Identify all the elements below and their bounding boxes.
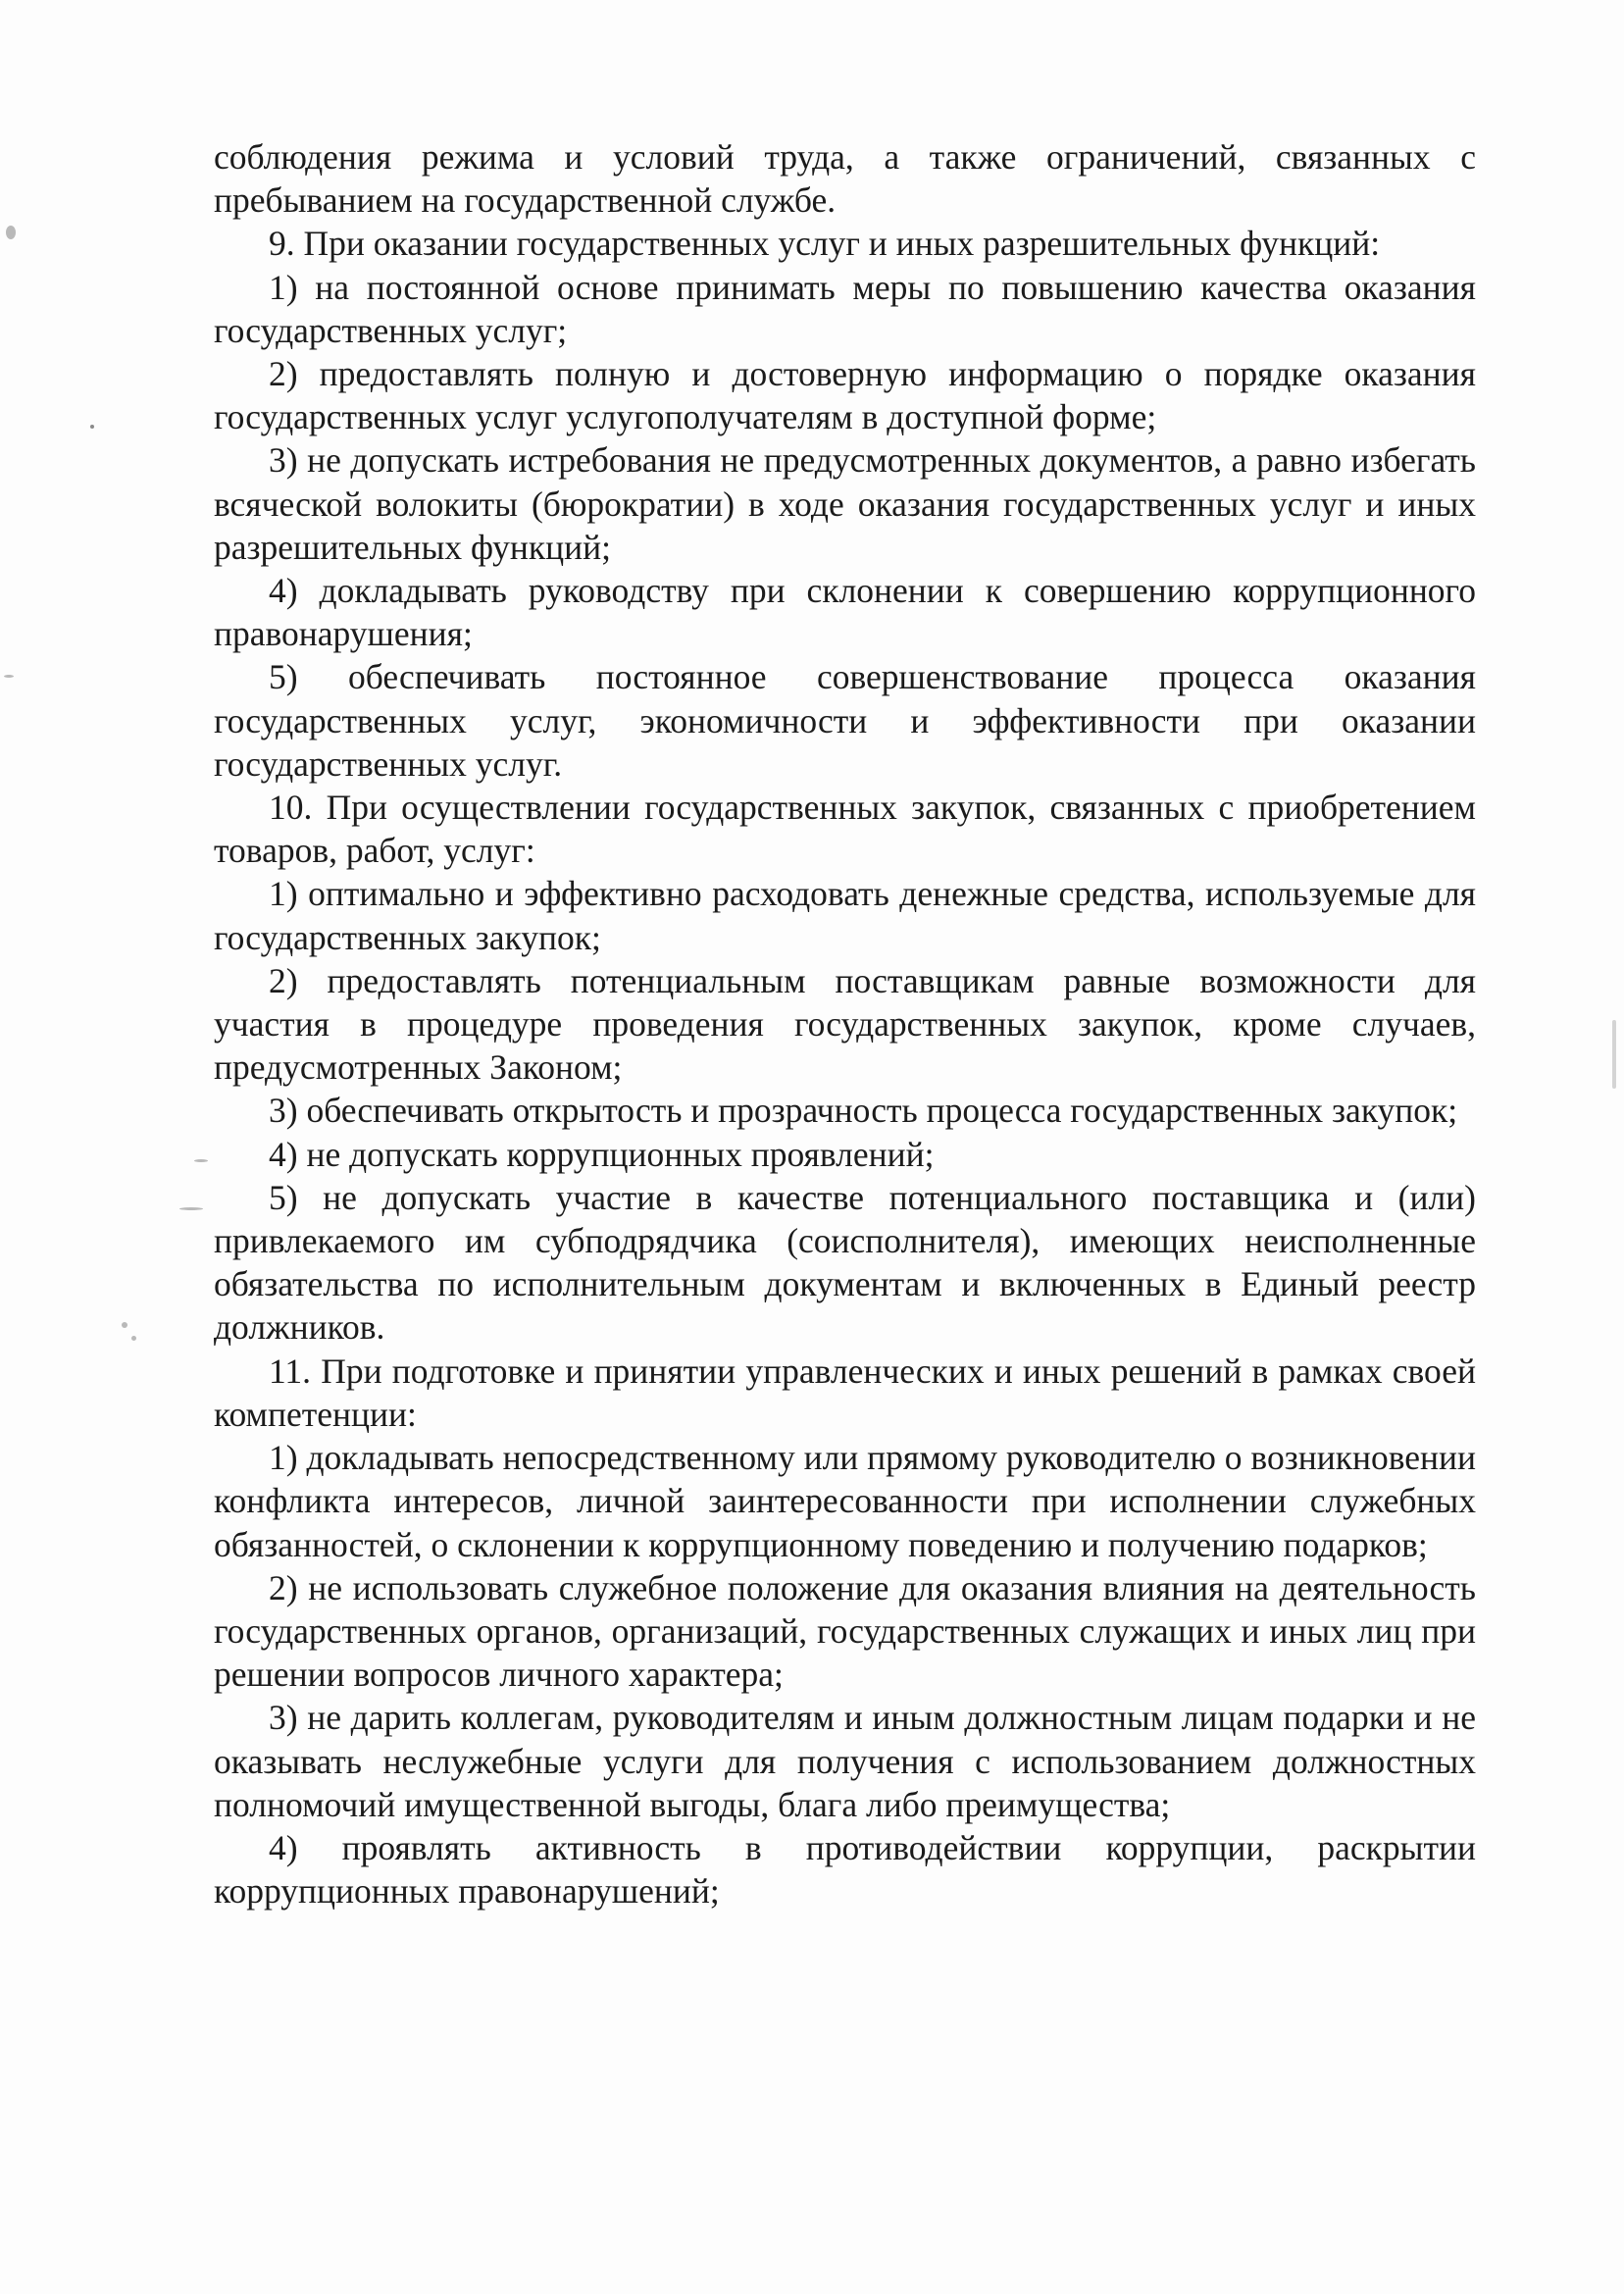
- paragraph: 3) обеспечивать открытость и прозрачность процесса государственных закупок;: [269, 1091, 1458, 1131]
- paragraph: 4) проявлять активность в противодействии коррупции, раскрытии коррупционных правонарушений;: [214, 1827, 1476, 1912]
- paragraph: 9. При оказании государственных услуг и иных разрешительных функций:: [269, 224, 1381, 264]
- paragraph: 1) на постоянной основе принимать меры по повышению качества оказания государственных услуг;: [214, 267, 1476, 350]
- paragraph: соблюдения режима и условий труда, а также ограничений, связанных с пребыванием на государственной службе.: [214, 137, 1476, 221]
- paragraph: 5) не допускать участие в качестве потенциального поставщика и (или) привлекаемого им субподрядчика (соисполнителя), имеющих неисполненные обязательства по исполнительным документам и включенных в Единый реестр должников.: [214, 1177, 1476, 1348]
- scan-speck: [1612, 1020, 1616, 1089]
- paragraph: 2) предоставлять полную и достоверную информацию о порядке оказания государственных услуг услугополучателям в доступной форме;: [214, 354, 1476, 437]
- scan-speck: [4, 675, 14, 678]
- paragraph: 2) предоставлять потенциальным поставщикам равные возможности для участия в процедуре проведения государственных закупок, кроме случаев, предусмотренных Законом;: [214, 960, 1476, 1088]
- paragraph: 1) оптимально и эффективно расходовать денежные средства, используемые для государственных закупок;: [214, 874, 1476, 957]
- paragraph: 1) докладывать непосредственному или прямому руководителю о возникновении конфликта интересов, личной заинтересованности при исполнении служебных обязанностей, о склонении к коррупционному поведению и получению подарков;: [214, 1438, 1477, 1564]
- paragraph: 3) не дарить коллегам, руководителям и иным должностным лицам подарки и не оказывать неслужебные услуги для получения с использованием должностных полномочий имущественной выгоды, блага либо преимущества;: [214, 1698, 1476, 1824]
- paragraph: 4) докладывать руководству при склонении к совершению коррупционного правонарушения;: [214, 571, 1476, 654]
- paragraph: 4) не допускать коррупционных проявлений;: [269, 1134, 935, 1174]
- document-body: [214, 135, 1476, 1912]
- scan-speck: [179, 1207, 203, 1210]
- scan-speck: [194, 1159, 208, 1162]
- paragraph: 2) не использовать служебное положение для оказания влияния на деятельность государственных органов, организаций, государственных служащих и иных лиц при решении вопросов личного характера;: [214, 1567, 1476, 1695]
- scan-speck: [6, 226, 16, 239]
- paragraph: 5) обеспечивать постоянное совершенствование процесса оказания государственных услуг, экономичности и эффективности при оказании государственных услуг.: [214, 657, 1476, 784]
- scan-speck: [131, 1336, 136, 1341]
- paragraph: 11. При подготовке и принятии управленческих и иных решений в рамках своей компетенции:: [214, 1351, 1476, 1434]
- paragraph: 3) не допускать истребования не предусмотренных документов, а равно избегать всяческой волокиты (бюрократии) в ходе оказания государственных услуг и иных разрешительных функций;: [214, 440, 1476, 567]
- paragraph: 10. При осуществлении государственных закупок, связанных с приобретением товаров, работ, услуг:: [214, 788, 1476, 871]
- scan-speck: [90, 425, 94, 429]
- scan-speck: [122, 1322, 127, 1328]
